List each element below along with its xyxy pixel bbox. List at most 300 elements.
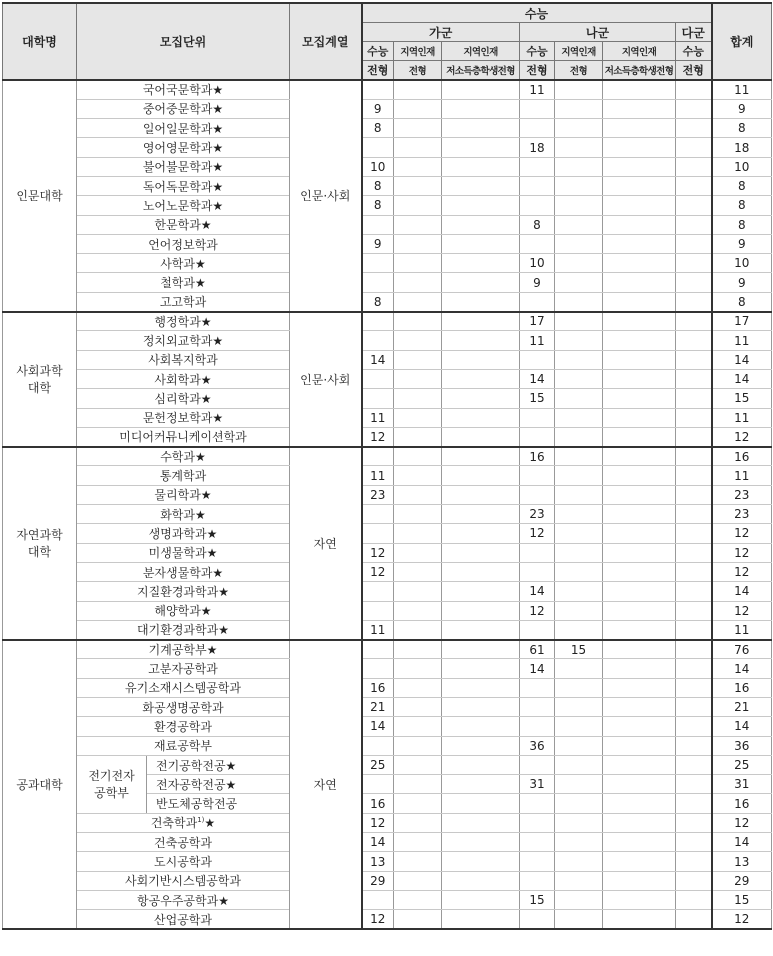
cell-ga-local bbox=[394, 176, 442, 195]
cell-na-suneung bbox=[520, 698, 555, 717]
cell-ga-suneung bbox=[362, 215, 394, 234]
cell-unit: 정치외교학과★ bbox=[77, 331, 290, 350]
cell-na-suneung: 12 bbox=[520, 524, 555, 543]
cell-da-suneung bbox=[676, 157, 712, 176]
cell-unit: 지질환경과학과★ bbox=[77, 582, 290, 601]
cell-major: 반도체공학전공 bbox=[147, 794, 290, 813]
table-row bbox=[3, 447, 772, 466]
cell-ga-lowincome bbox=[442, 562, 520, 581]
cell-na-local bbox=[555, 717, 603, 736]
cell-college bbox=[3, 447, 77, 640]
cell-ga-suneung: 14 bbox=[362, 350, 394, 369]
cell-ga-lowincome bbox=[442, 640, 520, 659]
header-ga-suneung-2: 전형 bbox=[362, 61, 394, 81]
cell-ga-local bbox=[394, 755, 442, 774]
cell-ga-suneung: 8 bbox=[362, 196, 394, 215]
cell-ga-suneung bbox=[362, 312, 394, 331]
table-row bbox=[3, 99, 772, 118]
cell-na-lowincome bbox=[603, 755, 676, 774]
cell-na-suneung bbox=[520, 910, 555, 929]
cell-na-lowincome bbox=[603, 775, 676, 794]
cell-na-local bbox=[555, 138, 603, 157]
cell-ga-lowincome bbox=[442, 794, 520, 813]
cell-da-suneung bbox=[676, 755, 712, 774]
cell-track: 인문·사회 bbox=[290, 80, 362, 312]
cell-na-local bbox=[555, 910, 603, 929]
cell-na-suneung: 15 bbox=[520, 890, 555, 909]
cell-na-suneung: 11 bbox=[520, 80, 555, 99]
department-line-1: 전기전자 bbox=[88, 769, 135, 784]
table-row bbox=[3, 196, 772, 215]
table-row bbox=[3, 871, 772, 890]
cell-na-suneung bbox=[520, 620, 555, 639]
cell-ga-lowincome bbox=[442, 176, 520, 195]
cell-unit: 산업공학과 bbox=[77, 910, 290, 929]
cell-ga-local bbox=[394, 408, 442, 427]
college-line-2: 대학 bbox=[27, 545, 52, 560]
cell-da-suneung bbox=[676, 99, 712, 118]
cell-unit: 기계공학부★ bbox=[77, 640, 290, 659]
cell-na-suneung bbox=[520, 562, 555, 581]
header-da-suneung-1: 수능 bbox=[676, 42, 712, 61]
cell-na-local bbox=[555, 833, 603, 852]
cell-ga-lowincome bbox=[442, 273, 520, 292]
cell-ga-suneung bbox=[362, 736, 394, 755]
cell-na-lowincome bbox=[603, 524, 676, 543]
cell-unit: 불어불문학과★ bbox=[77, 157, 290, 176]
cell-na-suneung: 31 bbox=[520, 775, 555, 794]
cell-ga-lowincome bbox=[442, 292, 520, 311]
cell-ga-lowincome bbox=[442, 389, 520, 408]
cell-na-local bbox=[555, 755, 603, 774]
cell-ga-suneung bbox=[362, 254, 394, 273]
cell-na-suneung: 36 bbox=[520, 736, 555, 755]
cell-ga-suneung: 9 bbox=[362, 234, 394, 253]
table-row bbox=[3, 640, 772, 659]
cell-na-lowincome bbox=[603, 543, 676, 562]
cell-na-lowincome bbox=[603, 80, 676, 99]
cell-total: 14 bbox=[712, 659, 772, 678]
cell-na-local bbox=[555, 408, 603, 427]
cell-ga-lowincome bbox=[442, 698, 520, 717]
table-row bbox=[3, 119, 772, 138]
cell-na-lowincome bbox=[603, 582, 676, 601]
header-na-suneung-2: 전형 bbox=[520, 61, 555, 81]
cell-ga-suneung: 11 bbox=[362, 620, 394, 639]
cell-da-suneung bbox=[676, 582, 712, 601]
header-ga-local-2: 전형 bbox=[394, 61, 442, 81]
cell-na-lowincome bbox=[603, 312, 676, 331]
cell-na-lowincome bbox=[603, 813, 676, 832]
cell-track: 인문·사회 bbox=[290, 312, 362, 447]
header-ga: 가군 bbox=[362, 23, 520, 42]
cell-da-suneung bbox=[676, 852, 712, 871]
cell-da-suneung bbox=[676, 138, 712, 157]
cell-na-lowincome bbox=[603, 292, 676, 311]
cell-ga-lowincome bbox=[442, 157, 520, 176]
cell-ga-local bbox=[394, 466, 442, 485]
cell-unit: 고고학과 bbox=[77, 292, 290, 311]
table-row bbox=[3, 292, 772, 311]
cell-ga-local bbox=[394, 890, 442, 909]
header-na-lowincome-1: 지역인재 bbox=[603, 42, 676, 61]
header-ga-local-1: 지역인재 bbox=[394, 42, 442, 61]
cell-na-lowincome bbox=[603, 910, 676, 929]
cell-ga-suneung: 9 bbox=[362, 99, 394, 118]
table-row bbox=[3, 582, 772, 601]
cell-da-suneung bbox=[676, 254, 712, 273]
cell-unit: 통계학과 bbox=[77, 466, 290, 485]
cell-na-suneung: 8 bbox=[520, 215, 555, 234]
cell-total: 12 bbox=[712, 813, 772, 832]
cell-total: 29 bbox=[712, 871, 772, 890]
cell-total: 8 bbox=[712, 196, 772, 215]
cell-ga-suneung: 16 bbox=[362, 794, 394, 813]
cell-na-local: 15 bbox=[555, 640, 603, 659]
cell-na-local bbox=[555, 890, 603, 909]
cell-ga-local bbox=[394, 910, 442, 929]
cell-da-suneung bbox=[676, 80, 712, 99]
cell-na-suneung: 18 bbox=[520, 138, 555, 157]
cell-ga-local bbox=[394, 562, 442, 581]
cell-ga-suneung bbox=[362, 80, 394, 99]
cell-ga-suneung bbox=[362, 524, 394, 543]
cell-ga-suneung bbox=[362, 659, 394, 678]
cell-unit: 물리학과★ bbox=[77, 485, 290, 504]
cell-na-local bbox=[555, 466, 603, 485]
cell-na-suneung: 11 bbox=[520, 331, 555, 350]
college-line-1: 자연과학 bbox=[16, 528, 63, 543]
table-row bbox=[3, 389, 772, 408]
cell-na-local bbox=[555, 215, 603, 234]
cell-ga-local bbox=[394, 369, 442, 388]
cell-na-lowincome bbox=[603, 350, 676, 369]
cell-ga-suneung: 8 bbox=[362, 119, 394, 138]
cell-total: 31 bbox=[712, 775, 772, 794]
cell-unit: 미디어커뮤니케이션학과 bbox=[77, 427, 290, 446]
cell-na-lowincome bbox=[603, 659, 676, 678]
cell-ga-local bbox=[394, 524, 442, 543]
cell-ga-lowincome bbox=[442, 659, 520, 678]
cell-ga-local bbox=[394, 196, 442, 215]
cell-na-lowincome bbox=[603, 447, 676, 466]
cell-ga-suneung bbox=[362, 505, 394, 524]
cell-na-suneung: 14 bbox=[520, 582, 555, 601]
cell-ga-lowincome bbox=[442, 755, 520, 774]
cell-total: 14 bbox=[712, 582, 772, 601]
cell-ga-local bbox=[394, 485, 442, 504]
cell-total: 18 bbox=[712, 138, 772, 157]
cell-ga-lowincome bbox=[442, 505, 520, 524]
cell-na-local bbox=[555, 312, 603, 331]
table-row bbox=[3, 505, 772, 524]
cell-na-lowincome bbox=[603, 466, 676, 485]
table-row bbox=[3, 543, 772, 562]
cell-da-suneung bbox=[676, 640, 712, 659]
cell-da-suneung bbox=[676, 292, 712, 311]
cell-unit: 언어정보학과 bbox=[77, 234, 290, 253]
cell-ga-lowincome bbox=[442, 601, 520, 620]
cell-na-suneung bbox=[520, 852, 555, 871]
cell-na-suneung bbox=[520, 99, 555, 118]
cell-total: 11 bbox=[712, 466, 772, 485]
cell-na-lowincome bbox=[603, 794, 676, 813]
cell-da-suneung bbox=[676, 890, 712, 909]
cell-na-local bbox=[555, 505, 603, 524]
cell-ga-suneung bbox=[362, 331, 394, 350]
cell-total: 15 bbox=[712, 389, 772, 408]
cell-na-suneung bbox=[520, 794, 555, 813]
cell-na-lowincome bbox=[603, 833, 676, 852]
cell-ga-local bbox=[394, 350, 442, 369]
cell-ga-suneung: 12 bbox=[362, 813, 394, 832]
cell-na-local bbox=[555, 871, 603, 890]
cell-na-suneung: 9 bbox=[520, 273, 555, 292]
cell-ga-suneung bbox=[362, 447, 394, 466]
cell-ga-local bbox=[394, 312, 442, 331]
cell-track: 자연 bbox=[290, 640, 362, 929]
table-row bbox=[3, 698, 772, 717]
cell-college bbox=[3, 312, 77, 447]
cell-na-lowincome bbox=[603, 273, 676, 292]
cell-ga-lowincome bbox=[442, 408, 520, 427]
cell-da-suneung bbox=[676, 331, 712, 350]
cell-na-suneung bbox=[520, 466, 555, 485]
cell-department bbox=[77, 755, 147, 813]
cell-na-suneung bbox=[520, 408, 555, 427]
cell-ga-local bbox=[394, 447, 442, 466]
cell-ga-local bbox=[394, 215, 442, 234]
header-na-suneung-1: 수능 bbox=[520, 42, 555, 61]
cell-na-local bbox=[555, 369, 603, 388]
cell-unit: 독어독문학과★ bbox=[77, 176, 290, 195]
cell-na-lowincome bbox=[603, 427, 676, 446]
cell-na-local bbox=[555, 775, 603, 794]
table-row bbox=[3, 485, 772, 504]
header-unit: 모집단위 bbox=[77, 3, 290, 80]
cell-total: 14 bbox=[712, 350, 772, 369]
cell-unit bbox=[77, 813, 290, 832]
cell-ga-local bbox=[394, 389, 442, 408]
cell-total: 11 bbox=[712, 620, 772, 639]
cell-total: 25 bbox=[712, 755, 772, 774]
table-row bbox=[3, 524, 772, 543]
cell-ga-lowincome bbox=[442, 119, 520, 138]
cell-na-local bbox=[555, 524, 603, 543]
table-row bbox=[3, 833, 772, 852]
cell-unit: 재료공학부 bbox=[77, 736, 290, 755]
cell-ga-local bbox=[394, 601, 442, 620]
cell-na-lowincome bbox=[603, 640, 676, 659]
cell-total: 76 bbox=[712, 640, 772, 659]
header-total: 합계 bbox=[712, 3, 772, 80]
cell-na-local bbox=[555, 562, 603, 581]
cell-na-local bbox=[555, 196, 603, 215]
cell-na-lowincome bbox=[603, 601, 676, 620]
college-line-2: 대학 bbox=[27, 381, 52, 396]
cell-na-local bbox=[555, 234, 603, 253]
cell-na-local bbox=[555, 80, 603, 99]
cell-ga-suneung: 29 bbox=[362, 871, 394, 890]
header-ga-lowincome-2: 저소득층학생전형 bbox=[442, 61, 520, 81]
cell-ga-lowincome bbox=[442, 775, 520, 794]
cell-ga-local bbox=[394, 138, 442, 157]
cell-ga-lowincome bbox=[442, 466, 520, 485]
cell-unit: 생명과학과★ bbox=[77, 524, 290, 543]
cell-na-suneung: 23 bbox=[520, 505, 555, 524]
admissions-table bbox=[2, 2, 772, 930]
cell-ga-suneung: 8 bbox=[362, 176, 394, 195]
cell-da-suneung bbox=[676, 350, 712, 369]
cell-total: 14 bbox=[712, 369, 772, 388]
cell-na-lowincome bbox=[603, 698, 676, 717]
cell-ga-lowincome bbox=[442, 447, 520, 466]
cell-total: 12 bbox=[712, 427, 772, 446]
cell-na-suneung bbox=[520, 292, 555, 311]
cell-ga-suneung: 10 bbox=[362, 157, 394, 176]
cell-ga-lowincome bbox=[442, 312, 520, 331]
cell-ga-lowincome bbox=[442, 196, 520, 215]
table-row bbox=[3, 466, 772, 485]
cell-ga-local bbox=[394, 273, 442, 292]
cell-na-local bbox=[555, 601, 603, 620]
cell-ga-suneung: 21 bbox=[362, 698, 394, 717]
star-mark: ★ bbox=[204, 816, 216, 831]
cell-ga-suneung bbox=[362, 273, 394, 292]
cell-unit: 건축공학과 bbox=[77, 833, 290, 852]
cell-na-lowincome bbox=[603, 736, 676, 755]
table-row bbox=[3, 273, 772, 292]
cell-da-suneung bbox=[676, 505, 712, 524]
cell-ga-local bbox=[394, 505, 442, 524]
cell-na-local bbox=[555, 813, 603, 832]
cell-ga-suneung bbox=[362, 369, 394, 388]
cell-na-suneung: 14 bbox=[520, 659, 555, 678]
cell-total: 12 bbox=[712, 543, 772, 562]
cell-na-suneung bbox=[520, 755, 555, 774]
table-row bbox=[3, 369, 772, 388]
cell-na-suneung bbox=[520, 119, 555, 138]
cell-track: 자연 bbox=[290, 447, 362, 640]
cell-ga-suneung: 14 bbox=[362, 717, 394, 736]
cell-da-suneung bbox=[676, 447, 712, 466]
cell-total: 8 bbox=[712, 176, 772, 195]
cell-ga-local bbox=[394, 833, 442, 852]
cell-ga-local bbox=[394, 99, 442, 118]
cell-ga-suneung: 14 bbox=[362, 833, 394, 852]
cell-na-suneung bbox=[520, 717, 555, 736]
cell-ga-local bbox=[394, 698, 442, 717]
cell-unit: 한문학과★ bbox=[77, 215, 290, 234]
cell-na-suneung bbox=[520, 871, 555, 890]
cell-na-local bbox=[555, 447, 603, 466]
header-college: 대학명 bbox=[3, 3, 77, 80]
cell-da-suneung bbox=[676, 794, 712, 813]
cell-ga-lowincome bbox=[442, 620, 520, 639]
cell-da-suneung bbox=[676, 466, 712, 485]
cell-total: 12 bbox=[712, 562, 772, 581]
cell-na-lowincome bbox=[603, 99, 676, 118]
cell-na-suneung bbox=[520, 813, 555, 832]
cell-da-suneung bbox=[676, 176, 712, 195]
cell-ga-lowincome bbox=[442, 717, 520, 736]
cell-na-suneung: 15 bbox=[520, 389, 555, 408]
cell-total: 9 bbox=[712, 234, 772, 253]
cell-na-lowincome bbox=[603, 331, 676, 350]
footnote-mark: 1) bbox=[197, 816, 205, 825]
cell-unit: 사회복지학과 bbox=[77, 350, 290, 369]
cell-na-suneung: 17 bbox=[520, 312, 555, 331]
cell-na-suneung: 61 bbox=[520, 640, 555, 659]
cell-na-lowincome bbox=[603, 138, 676, 157]
cell-unit: 항공우주공학과★ bbox=[77, 890, 290, 909]
cell-ga-lowincome bbox=[442, 369, 520, 388]
cell-unit: 수학과★ bbox=[77, 447, 290, 466]
table-row bbox=[3, 215, 772, 234]
cell-na-local bbox=[555, 659, 603, 678]
cell-da-suneung bbox=[676, 871, 712, 890]
cell-unit: 노어노문학과★ bbox=[77, 196, 290, 215]
cell-total: 16 bbox=[712, 447, 772, 466]
cell-ga-lowincome bbox=[442, 852, 520, 871]
cell-unit: 철학과★ bbox=[77, 273, 290, 292]
cell-ga-local bbox=[394, 582, 442, 601]
table-row bbox=[3, 157, 772, 176]
cell-na-local bbox=[555, 273, 603, 292]
cell-ga-local bbox=[394, 640, 442, 659]
cell-college: 공과대학 bbox=[3, 640, 77, 929]
cell-total: 12 bbox=[712, 601, 772, 620]
cell-unit: 행정학과★ bbox=[77, 312, 290, 331]
cell-ga-lowincome bbox=[442, 427, 520, 446]
cell-ga-lowincome bbox=[442, 99, 520, 118]
cell-ga-lowincome bbox=[442, 910, 520, 929]
cell-na-suneung bbox=[520, 196, 555, 215]
cell-ga-local bbox=[394, 427, 442, 446]
cell-total: 11 bbox=[712, 80, 772, 99]
cell-ga-local bbox=[394, 852, 442, 871]
cell-unit: 대기환경과학과★ bbox=[77, 620, 290, 639]
table-row bbox=[3, 717, 772, 736]
cell-na-suneung bbox=[520, 543, 555, 562]
cell-ga-suneung bbox=[362, 775, 394, 794]
cell-na-lowincome bbox=[603, 157, 676, 176]
cell-na-lowincome bbox=[603, 369, 676, 388]
cell-ga-local bbox=[394, 736, 442, 755]
cell-da-suneung bbox=[676, 678, 712, 697]
cell-ga-lowincome bbox=[442, 678, 520, 697]
cell-na-local bbox=[555, 157, 603, 176]
header-da-suneung-2: 전형 bbox=[676, 61, 712, 81]
cell-ga-suneung: 23 bbox=[362, 485, 394, 504]
cell-ga-local bbox=[394, 717, 442, 736]
cell-total: 17 bbox=[712, 312, 772, 331]
cell-ga-local bbox=[394, 234, 442, 253]
cell-ga-local bbox=[394, 678, 442, 697]
cell-na-local bbox=[555, 794, 603, 813]
cell-da-suneung bbox=[676, 312, 712, 331]
cell-total: 12 bbox=[712, 524, 772, 543]
table-row bbox=[3, 331, 772, 350]
cell-na-local bbox=[555, 582, 603, 601]
cell-ga-local bbox=[394, 775, 442, 794]
cell-ga-suneung: 8 bbox=[362, 292, 394, 311]
cell-total: 15 bbox=[712, 890, 772, 909]
cell-unit: 환경공학과 bbox=[77, 717, 290, 736]
cell-na-local bbox=[555, 389, 603, 408]
cell-unit: 미생물학과★ bbox=[77, 543, 290, 562]
cell-da-suneung bbox=[676, 524, 712, 543]
